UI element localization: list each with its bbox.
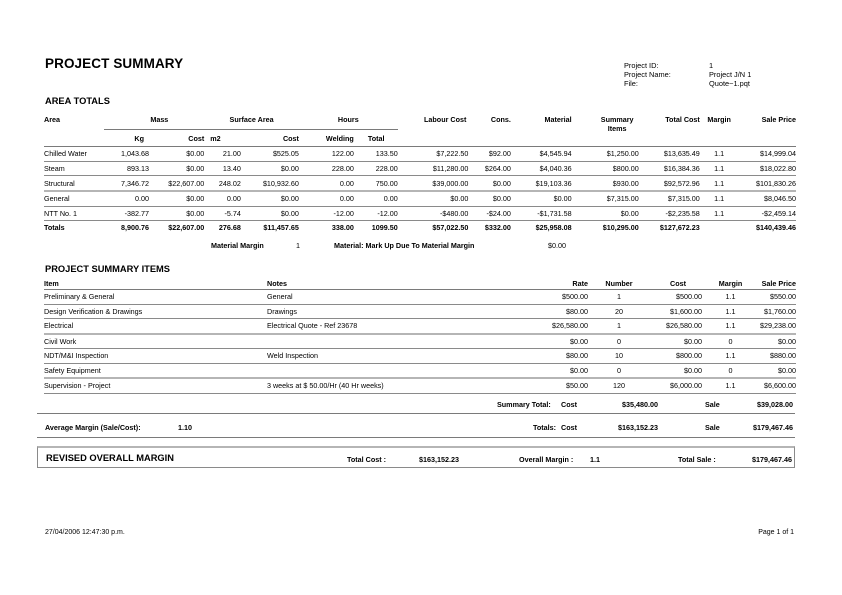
table-row xyxy=(44,319,796,334)
meta-file xyxy=(624,79,751,88)
revised-overall-margin-box xyxy=(37,446,795,468)
cell-item: Electrical xyxy=(44,319,267,334)
meta-label: Project ID: xyxy=(624,61,659,70)
cell-summary-items: $1,250.00 xyxy=(572,147,639,162)
material-markup-label: Material: Mark Up Due To Material Margin xyxy=(334,241,475,250)
cell-area: Chilled Water xyxy=(44,147,104,162)
items-header-row xyxy=(44,277,796,290)
cell-mass-cost: $22,607.00 xyxy=(168,223,205,233)
cell-kg: 893.13 xyxy=(104,161,149,176)
cell-cons: $0.00 xyxy=(468,191,511,206)
cell-sale-price: $880.00 xyxy=(747,349,796,364)
cell-surface-cost: $10,932.60 xyxy=(241,176,299,191)
cell-item: NDT/M&I Inspection xyxy=(44,349,267,364)
cell-summary-items: $0.00 xyxy=(572,206,639,221)
col-rate: Rate xyxy=(462,277,588,290)
col-labour-cost: Labour Cost xyxy=(398,113,469,147)
cell-margin: 1.1 xyxy=(700,191,739,206)
cell-margin: 1.1 xyxy=(702,349,747,364)
cell-margin: 0 xyxy=(702,363,747,378)
summary-items-title: PROJECT SUMMARY ITEMS xyxy=(45,264,171,274)
cell-notes: Weld Inspection xyxy=(267,349,462,364)
cell-sale-price: $0.00 xyxy=(747,334,796,349)
col-notes: Notes xyxy=(267,277,462,290)
cell-m2: 13.40 xyxy=(204,161,241,176)
meta-value: 1 xyxy=(709,61,714,70)
cell-cost: $0.00 xyxy=(638,363,702,378)
cell-sale-price: $550.00 xyxy=(747,290,796,305)
cell-rate: $26,580.00 xyxy=(462,319,588,334)
cell-number: 120 xyxy=(588,378,638,393)
col-number: Number xyxy=(588,277,638,290)
cell-welding: 122.00 xyxy=(299,147,354,162)
cell-kg: 1,043.68 xyxy=(104,147,149,162)
cell-area: NTT No. 1 xyxy=(44,206,104,221)
cell-kg: 0.00 xyxy=(104,191,149,206)
col-hours: Hours xyxy=(299,113,398,130)
cell-cons: $0.00 xyxy=(468,176,511,191)
cell-number: 0 xyxy=(588,363,638,378)
cell-total-cost: $13,635.49 xyxy=(639,147,700,162)
table-row xyxy=(44,206,796,221)
col-summary-items: Summary Items xyxy=(572,113,639,147)
cell-mass-cost: $0.00 xyxy=(149,206,204,221)
divider xyxy=(37,413,795,414)
revised-total-sale-label: Total Sale : xyxy=(678,454,716,464)
table-row xyxy=(44,349,796,364)
cell-welding: 0.00 xyxy=(299,191,354,206)
cell-margin: 1.1 xyxy=(700,161,739,176)
cell-notes: General xyxy=(267,290,462,305)
cell-labour-cost: -$480.00 xyxy=(398,206,469,221)
cell-welding: 0.00 xyxy=(299,176,354,191)
cell-material: $19,103.36 xyxy=(511,176,572,191)
table-row xyxy=(44,147,796,162)
cell-material: $25,958.08 xyxy=(535,223,572,233)
col-cons: Cons. xyxy=(468,113,511,147)
meta-project-name xyxy=(624,70,751,79)
cell-m2: 0.00 xyxy=(204,191,241,206)
cell-margin: 0 xyxy=(702,334,747,349)
cell-material: -$1,731.58 xyxy=(511,206,572,221)
average-margin-value: 1.10 xyxy=(178,423,192,432)
cell-notes: Electrical Quote - Ref 23678 xyxy=(267,319,462,334)
cell-margin: 1.1 xyxy=(702,378,747,393)
cell-sale-price: $1,760.00 xyxy=(747,304,796,319)
cell-number: 0 xyxy=(588,334,638,349)
table-row xyxy=(44,290,796,305)
totals-sale-label: Sale xyxy=(705,423,720,432)
cell-summary-items: $10,295.00 xyxy=(602,223,639,233)
col-surface-area: Surface Area xyxy=(204,113,299,130)
cell-rate: $50.00 xyxy=(462,378,588,393)
cell-area: General xyxy=(44,191,104,206)
cell-area: Structural xyxy=(44,176,104,191)
cell-m2: -5.74 xyxy=(204,206,241,221)
cell-cost: $800.00 xyxy=(638,349,702,364)
cell-labour-cost: $11,280.00 xyxy=(398,161,469,176)
cell-margin: 1.1 xyxy=(700,206,739,221)
cell-surface-cost: $0.00 xyxy=(241,191,299,206)
summary-total-sale: $39,028.00 xyxy=(757,400,793,409)
area-totals-table xyxy=(44,113,796,234)
totals-cost: $163,152.23 xyxy=(618,423,658,432)
col-margin: Margin xyxy=(700,113,739,147)
cell-surface-cost: $11,457.65 xyxy=(263,223,299,233)
cell-total-cost: $16,384.36 xyxy=(639,161,700,176)
cell-total-cost: -$2,235.58 xyxy=(639,206,700,221)
col-mass: Mass xyxy=(104,113,204,130)
cell-welding: 228.00 xyxy=(299,161,354,176)
cell-cost: $500.00 xyxy=(638,290,702,305)
cell-kg: 8,900.76 xyxy=(120,223,149,233)
revised-overall-margin-label: Overall Margin : xyxy=(519,454,574,464)
cell-summary-items: $7,315.00 xyxy=(572,191,639,206)
cell-number: 1 xyxy=(588,319,638,334)
summary-total-sale-label: Sale xyxy=(705,400,720,409)
cell-labour-cost: $0.00 xyxy=(398,191,469,206)
cell-sale-price: $8,046.50 xyxy=(738,191,796,206)
cell-area: Steam xyxy=(44,161,104,176)
cell-sale-price: -$2,459.14 xyxy=(738,206,796,221)
footer-timestamp: 27/04/2006 12:47:30 p.m. xyxy=(45,529,125,536)
cell-number: 10 xyxy=(588,349,638,364)
cell-cost: $1,600.00 xyxy=(638,304,702,319)
cell-material: $4,040.36 xyxy=(511,161,572,176)
totals-cost-label: Cost xyxy=(561,423,577,432)
col-m2: m2 xyxy=(204,130,241,147)
cell-summary-items: $800.00 xyxy=(572,161,639,176)
cell-sale-price: $29,238.00 xyxy=(747,319,796,334)
cell-sale-price: $0.00 xyxy=(747,363,796,378)
table-row xyxy=(44,334,796,349)
summary-items-table xyxy=(44,277,796,394)
summary-total-cost: $35,480.00 xyxy=(622,400,658,409)
cell-margin xyxy=(700,221,739,235)
table-row xyxy=(44,176,796,191)
cell-total-hours: 133.50 xyxy=(354,147,398,162)
cell-mass-cost: $0.00 xyxy=(149,191,204,206)
cell-margin: 1.1 xyxy=(700,176,739,191)
cell-material: $0.00 xyxy=(511,191,572,206)
cell-notes xyxy=(267,363,462,378)
col-total-hours: Total xyxy=(354,130,398,147)
cell-item: Civil Work xyxy=(44,334,267,349)
cell-surface-cost: $525.05 xyxy=(241,147,299,162)
totals-label: Totals: xyxy=(533,423,557,432)
cell-kg: 7,346.72 xyxy=(104,176,149,191)
material-margin-value: 1 xyxy=(296,241,300,250)
col-blank xyxy=(44,130,104,147)
table-row xyxy=(44,161,796,176)
cell-material: $4,545.94 xyxy=(511,147,572,162)
cell-m2: 276.68 xyxy=(218,223,241,233)
cell-margin: 1.1 xyxy=(702,319,747,334)
revised-total-cost: $163,152.23 xyxy=(419,454,459,464)
table-row xyxy=(44,191,796,206)
col-total-cost: Total Cost xyxy=(639,113,700,147)
cell-total-hours: -12.00 xyxy=(354,206,398,221)
col-item: Item xyxy=(44,277,267,290)
cell-summary-items: $930.00 xyxy=(572,176,639,191)
cell-margin: 1.1 xyxy=(702,290,747,305)
cell-cons: $92.00 xyxy=(468,147,511,162)
project-meta xyxy=(624,61,751,89)
cell-rate: $500.00 xyxy=(462,290,588,305)
col-sale-price: Sale Price xyxy=(747,277,796,290)
meta-label: File: xyxy=(624,79,638,89)
cell-total-hours: 228.00 xyxy=(354,161,398,176)
cell-total-cost: $92,572.96 xyxy=(639,176,700,191)
cell-item: Design Verification & Drawings xyxy=(44,304,267,319)
cell-notes: 3 weeks at $ 50.00/Hr (40 Hr weeks) xyxy=(267,378,462,393)
cell-mass-cost: $22,607.00 xyxy=(149,176,204,191)
cell-cost: $26,580.00 xyxy=(638,319,702,334)
cell-welding: -12.00 xyxy=(299,206,354,221)
totals-row xyxy=(44,221,796,235)
col-margin: Margin xyxy=(702,277,747,290)
cell-total-cost: $127,672.23 xyxy=(659,223,700,233)
col-material: Material xyxy=(511,113,572,147)
cell-labour-cost: $7,222.50 xyxy=(398,147,469,162)
cell-sale-price: $140,439.46 xyxy=(756,223,796,233)
cell-area: Totals xyxy=(44,223,65,233)
cell-mass-cost: $0.00 xyxy=(149,161,204,176)
cell-number: 20 xyxy=(588,304,638,319)
cell-total-hours: 1099.50 xyxy=(371,223,398,233)
cell-sale-price: $14,999.04 xyxy=(738,147,796,162)
col-mass-cost: Cost xyxy=(149,130,204,147)
revised-overall-margin: 1.1 xyxy=(590,454,600,464)
cell-cons: $264.00 xyxy=(468,161,511,176)
cell-cost: $6,000.00 xyxy=(638,378,702,393)
cell-number: 1 xyxy=(588,290,638,305)
material-margin-label: Material Margin xyxy=(211,241,264,250)
area-totals-title: AREA TOTALS xyxy=(45,96,110,106)
divider xyxy=(37,437,795,438)
meta-project-id xyxy=(624,61,751,70)
cell-rate: $80.00 xyxy=(462,304,588,319)
cell-margin: 1.1 xyxy=(700,147,739,162)
meta-label: Project Name: xyxy=(624,70,671,80)
totals-sale: $179,467.46 xyxy=(753,423,793,432)
cell-total-hours: 0.00 xyxy=(354,191,398,206)
cell-m2: 248.02 xyxy=(204,176,241,191)
cell-rate: $0.00 xyxy=(462,363,588,378)
cell-margin: 1.1 xyxy=(702,304,747,319)
cell-sale-price: $6,600.00 xyxy=(747,378,796,393)
col-sale-price: Sale Price xyxy=(738,113,796,147)
cell-kg: -382.77 xyxy=(104,206,149,221)
col-surface-cost: Cost xyxy=(241,130,299,147)
summary-total-label: Summary Total: xyxy=(497,400,551,409)
table-row xyxy=(44,378,796,393)
cell-sale-price: $18,022.80 xyxy=(738,161,796,176)
revised-title: REVISED OVERALL MARGIN xyxy=(46,453,174,463)
average-margin-label: Average Margin (Sale/Cost): xyxy=(45,423,141,432)
meta-value: Project J/N 1 xyxy=(709,70,752,80)
table-row xyxy=(44,363,796,378)
cell-labour-cost: $57,022.50 xyxy=(432,223,469,233)
cell-total-hours: 750.00 xyxy=(354,176,398,191)
col-area: Area xyxy=(44,115,60,124)
cell-total-cost: $7,315.00 xyxy=(639,191,700,206)
page-title: PROJECT SUMMARY xyxy=(45,56,184,71)
cell-rate: $80.00 xyxy=(462,349,588,364)
revised-total-cost-label: Total Cost : xyxy=(347,454,386,464)
footer-page-number: Page 1 of 1 xyxy=(758,529,794,536)
col-kg: Kg xyxy=(104,130,149,147)
cell-item: Preliminary & General xyxy=(44,290,267,305)
cell-mass-cost: $0.00 xyxy=(149,147,204,162)
material-markup-value: $0.00 xyxy=(548,241,566,250)
table-row xyxy=(44,304,796,319)
cell-notes: Drawings xyxy=(267,304,462,319)
cell-rate: $0.00 xyxy=(462,334,588,349)
cell-surface-cost: $0.00 xyxy=(241,206,299,221)
cell-cons: $332.00 xyxy=(484,223,511,233)
area-header-row xyxy=(44,113,796,130)
col-welding: Welding xyxy=(299,130,354,147)
cell-surface-cost: $0.00 xyxy=(241,161,299,176)
cell-cons: -$24.00 xyxy=(468,206,511,221)
cell-sale-price: $101,830.26 xyxy=(738,176,796,191)
summary-total-cost-label: Cost xyxy=(561,400,577,409)
cell-labour-cost: $39,000.00 xyxy=(398,176,469,191)
cell-notes xyxy=(267,334,462,349)
cell-cost: $0.00 xyxy=(638,334,702,349)
cell-welding: 338.00 xyxy=(331,223,354,233)
cell-item: Safety Equipment xyxy=(44,363,267,378)
meta-value: Quote~1.pqt xyxy=(709,79,750,89)
col-cost: Cost xyxy=(638,277,702,290)
revised-total-sale: $179,467.46 xyxy=(752,454,792,464)
cell-m2: 21.00 xyxy=(204,147,241,162)
cell-item: Supervision - Project xyxy=(44,378,267,393)
